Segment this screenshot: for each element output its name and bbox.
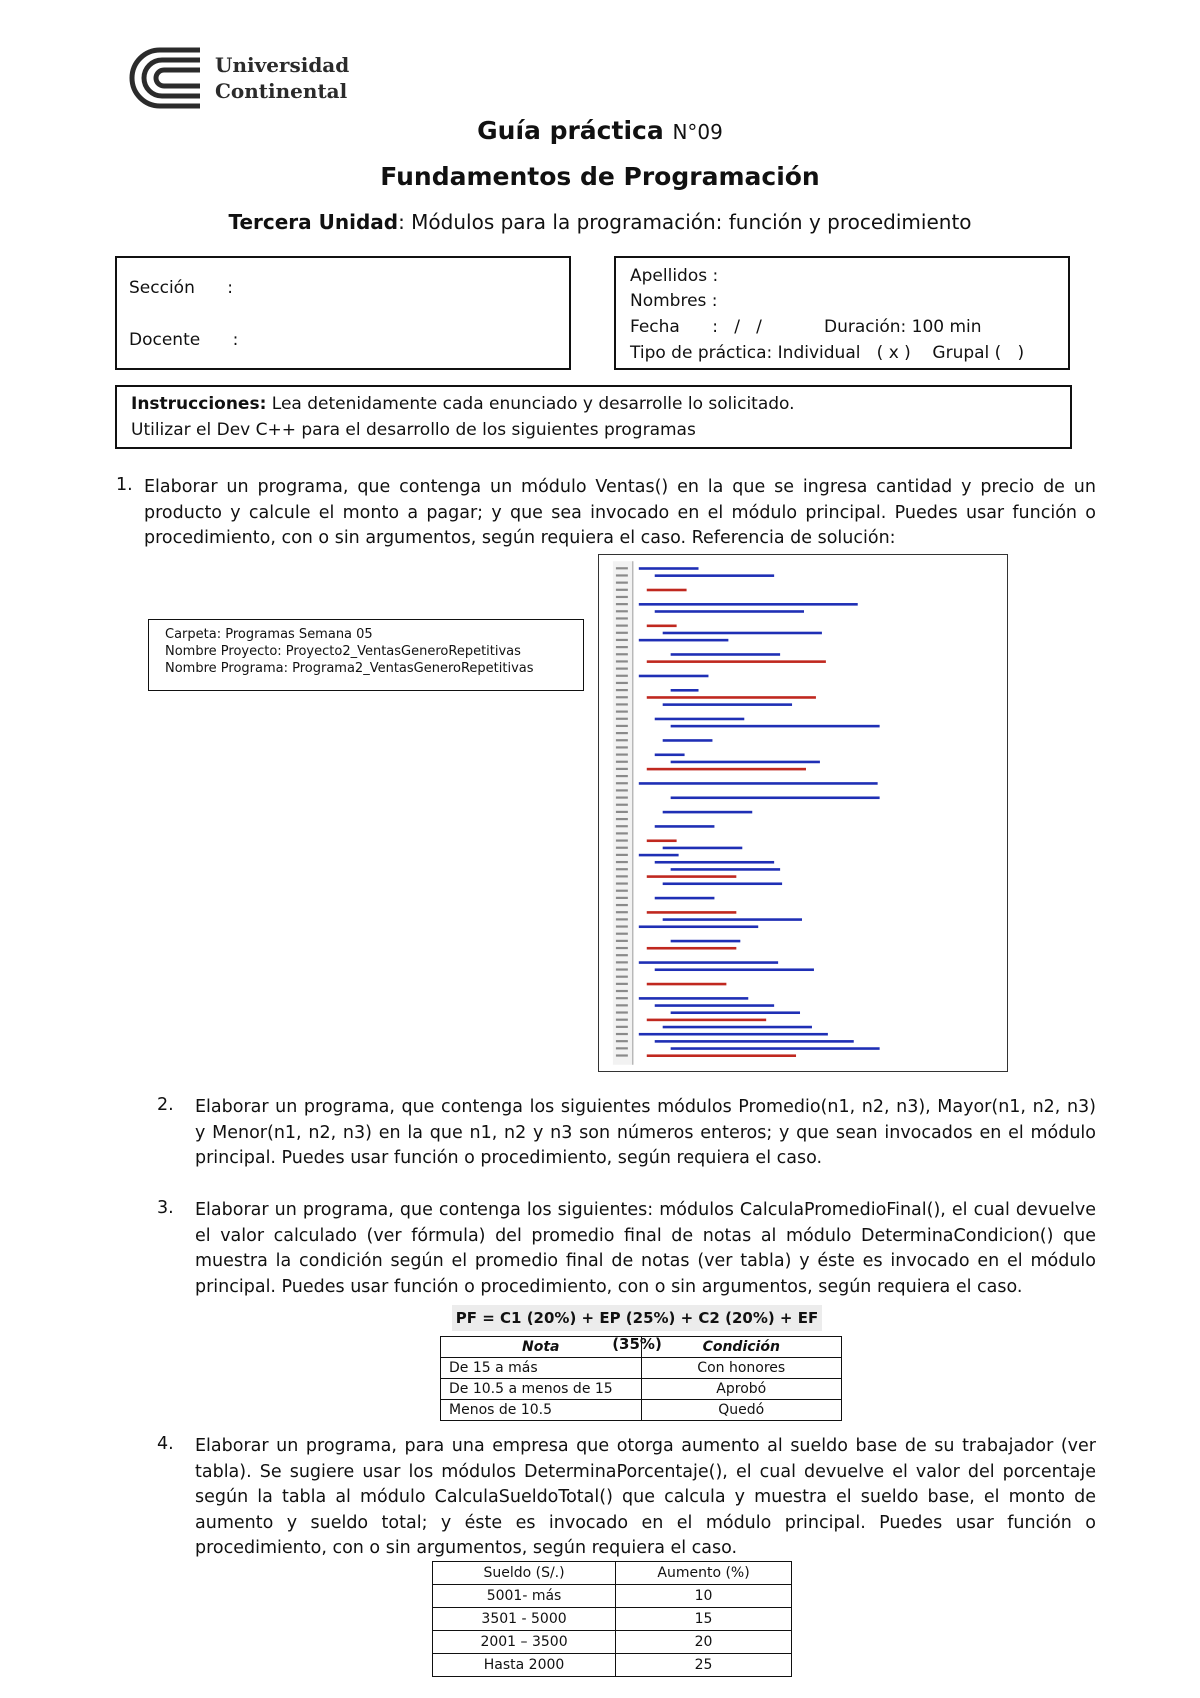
code-line-number xyxy=(616,961,628,963)
student-info-box xyxy=(614,256,1070,370)
code-line-number xyxy=(616,911,628,913)
code-line-number xyxy=(616,703,628,705)
guide-number: N°09 xyxy=(672,120,723,144)
code-line-number xyxy=(616,875,628,877)
code-line-number xyxy=(616,804,628,806)
instructions-text1: Lea detenidamente cada enunciado y desarrolle lo solicitado. xyxy=(266,394,795,414)
exercise-2-text: Elaborar un programa, que contenga los siguientes módulos Promedio(n1, n2, n3), Mayor(n1, n2, n3) y Menor(n1, n2, n3) en la que n1, n2 y n3 son números enteros; y que sean invocados en el módulo principal. Puedes usar función o procedimiento, según requiera el caso. xyxy=(195,1097,1096,1168)
grades-header-note: Nota xyxy=(441,1337,642,1358)
code-line xyxy=(663,632,822,635)
code-line-number xyxy=(616,761,628,763)
code-line-number xyxy=(616,997,628,999)
code-line xyxy=(663,1026,812,1029)
table-row xyxy=(441,1400,842,1421)
code-line xyxy=(655,1004,774,1007)
code-line xyxy=(663,703,792,706)
code-line xyxy=(647,1019,766,1022)
code-line-number xyxy=(616,1040,628,1042)
code-line-number xyxy=(616,811,628,813)
grades-cell: De 15 a más xyxy=(441,1358,642,1379)
grades-header-condition: Condición xyxy=(641,1337,842,1358)
exercise-1-number: 1. xyxy=(116,475,133,495)
code-line-number xyxy=(616,854,628,856)
code-line xyxy=(639,782,878,785)
reference-project: Nombre Proyecto: Proyecto2_VentasGeneroRepetitivas xyxy=(165,644,521,659)
code-line-number xyxy=(616,918,628,920)
code-line xyxy=(663,918,802,921)
salary-header-row xyxy=(433,1562,792,1585)
code-line xyxy=(671,940,741,943)
course-title: Fundamentos de Programación xyxy=(380,162,820,191)
code-line-number xyxy=(616,646,628,648)
formula-box: PF = C1 (20%) + EP (25%) + C2 (20%) + EF (35%) xyxy=(452,1305,822,1331)
code-line-number xyxy=(616,1033,628,1035)
code-line-number xyxy=(616,1047,628,1049)
section-label: Sección : xyxy=(129,278,233,298)
code-line xyxy=(655,753,685,756)
code-line xyxy=(655,610,804,613)
code-line xyxy=(639,1033,828,1036)
section-teacher-box xyxy=(115,256,571,370)
salary-cell: 2001 – 3500 xyxy=(433,1631,616,1654)
code-line-number xyxy=(616,933,628,935)
salary-cell: 25 xyxy=(616,1654,792,1677)
instructions-box xyxy=(115,385,1072,449)
code-line-number xyxy=(616,904,628,906)
reference-program: Nombre Programa: Programa2_VentasGeneroRepetitivas xyxy=(165,661,534,676)
code-line xyxy=(671,689,699,692)
exercise-3-number: 3. xyxy=(157,1198,174,1218)
code-line xyxy=(671,761,820,764)
practice-type-label: Tipo de práctica: Individual ( x ) Grupal ( ) xyxy=(630,343,1025,363)
table-row xyxy=(441,1358,842,1379)
code-line-number xyxy=(616,839,628,841)
code-line xyxy=(647,589,687,592)
code-line-number xyxy=(616,832,628,834)
code-line xyxy=(639,854,679,857)
code-line-number xyxy=(616,789,628,791)
code-line xyxy=(663,739,713,742)
code-line-number xyxy=(616,718,628,720)
table-row xyxy=(433,1608,792,1631)
unit-text: : Módulos para la programación: función y procedimiento xyxy=(398,210,972,234)
code-line-number xyxy=(616,1019,628,1021)
code-line-number xyxy=(616,625,628,627)
code-line xyxy=(655,825,715,828)
code-line xyxy=(639,603,858,606)
table-row xyxy=(433,1631,792,1654)
salary-cell: 20 xyxy=(616,1631,792,1654)
code-line-number xyxy=(616,925,628,927)
code-line-number xyxy=(616,639,628,641)
code-line-number xyxy=(616,976,628,978)
code-line-number xyxy=(616,689,628,691)
code-line xyxy=(671,725,880,728)
code-line-number xyxy=(616,732,628,734)
grades-cell: Menos de 10.5 xyxy=(441,1400,642,1421)
code-line xyxy=(663,882,782,885)
unit-label: Tercera Unidad xyxy=(228,210,399,234)
table-row xyxy=(433,1585,792,1608)
code-line xyxy=(671,1011,800,1014)
code-line-number xyxy=(616,596,628,598)
code-line-number xyxy=(616,711,628,713)
code-line xyxy=(647,839,677,842)
code-line xyxy=(647,983,727,986)
names-label: Nombres : xyxy=(630,291,718,311)
grades-header-row xyxy=(441,1337,842,1358)
code-line-number xyxy=(616,1054,628,1056)
code-line-number xyxy=(616,610,628,612)
table-row xyxy=(433,1654,792,1677)
salary-header-raise: Aumento (%) xyxy=(616,1562,792,1585)
guide-title xyxy=(0,116,1200,145)
code-line-number xyxy=(616,603,628,605)
salary-table xyxy=(432,1561,792,1677)
code-line-number xyxy=(616,954,628,956)
code-line xyxy=(655,861,774,864)
exercise-4-text: Elaborar un programa, para una empresa que otorga aumento al sueldo base de su trabajador (ver tabla). Se sugiere usar los módulos DeterminaPorcentaje(), el cual devuelve el valor del porcentaje según la tabla al módulo CalculaSueldoTotal() que calcula y muestra el sueldo base, el monto de aumento y sueldo total; y éste es invocado en el módulo principal. Puedes usar función o procedimiento, con o sin argumentos, según requiera el caso. xyxy=(195,1436,1096,1558)
code-line xyxy=(655,1040,854,1043)
exercise-1-text: Elaborar un programa, que contenga un módulo Ventas() en la que se ingresa cantidad y precio de un producto y calcule el monto a pagar; y que sea invocado en el módulo principal. Puedes usar función o procedimiento, con o sin argumentos, según requiera el caso. Referencia de solución: xyxy=(144,477,1096,548)
code-line-number xyxy=(616,782,628,784)
code-line-number xyxy=(616,753,628,755)
code-line xyxy=(647,660,826,663)
code-line-number xyxy=(616,818,628,820)
exercise-2-number: 2. xyxy=(157,1095,174,1115)
code-line-number xyxy=(616,574,628,576)
code-line-number xyxy=(616,1004,628,1006)
code-line xyxy=(639,675,709,678)
code-line xyxy=(647,768,806,771)
code-line xyxy=(671,1047,880,1050)
exercise-4-number: 4. xyxy=(157,1434,174,1454)
salary-cell: 10 xyxy=(616,1585,792,1608)
unit-subtitle xyxy=(0,210,1200,234)
code-line-number xyxy=(616,983,628,985)
code-line xyxy=(639,567,699,570)
code-line xyxy=(655,574,774,577)
code-line-number xyxy=(616,725,628,727)
code-line-number xyxy=(616,589,628,591)
code-line-number xyxy=(616,768,628,770)
grades-cell: Con honores xyxy=(641,1358,842,1379)
surnames-label: Apellidos : xyxy=(630,266,719,286)
code-line-number xyxy=(616,682,628,684)
code-line xyxy=(671,796,880,799)
code-line xyxy=(671,653,780,656)
code-line xyxy=(655,897,715,900)
code-line-number xyxy=(616,1011,628,1013)
salary-cell: 15 xyxy=(616,1608,792,1631)
code-line xyxy=(655,968,814,971)
code-line-number xyxy=(616,796,628,798)
code-line xyxy=(647,625,677,628)
code-line xyxy=(639,639,729,642)
code-line xyxy=(655,718,745,721)
reference-folder: Carpeta: Programas Semana 05 xyxy=(165,627,373,642)
date-label: Fecha : / / xyxy=(630,317,762,337)
code-line xyxy=(671,868,780,871)
code-line-number xyxy=(616,1026,628,1028)
exercise-3-text: Elaborar un programa, que contenga los siguientes: módulos CalculaPromedioFinal(), el cual devuelve el valor calculado (ver fórmula) del promedio final de notas al módulo DeterminaCondicion() que muestra la condición según el promedio final de notas (ver tabla) y éste es invocado en el módulo principal. Puedes usar función o procedimiento, con o sin argumentos, según requiera el caso. xyxy=(195,1200,1096,1297)
code-line-number xyxy=(616,890,628,892)
code-line xyxy=(663,811,753,814)
university-name xyxy=(215,52,349,104)
code-line-number xyxy=(616,897,628,899)
salary-cell: Hasta 2000 xyxy=(433,1654,616,1677)
code-line-number xyxy=(616,990,628,992)
code-line-number xyxy=(616,567,628,569)
code-line-number xyxy=(616,582,628,584)
code-line-number xyxy=(616,653,628,655)
university-line2: Continental xyxy=(215,79,348,103)
table-row xyxy=(441,1379,842,1400)
grades-cell: De 10.5 a menos de 15 xyxy=(441,1379,642,1400)
teacher-label: Docente : xyxy=(129,330,239,350)
code-line xyxy=(639,925,758,928)
code-line-number xyxy=(616,668,628,670)
duration-label: Duración: 100 min xyxy=(824,317,982,337)
code-line xyxy=(647,875,737,878)
instructions-line2: Utilizar el Dev C++ para el desarrollo de los siguientes programas xyxy=(131,420,696,440)
code-line-number xyxy=(616,940,628,942)
guide-title-text: Guía práctica xyxy=(477,116,664,145)
code-line-number xyxy=(616,825,628,827)
reference-box xyxy=(148,619,584,691)
code-line-number xyxy=(616,968,628,970)
code-line xyxy=(647,947,737,950)
code-line xyxy=(647,911,737,914)
grades-table xyxy=(440,1336,842,1421)
code-line xyxy=(639,997,748,1000)
salary-cell: 5001- más xyxy=(433,1585,616,1608)
code-line-number xyxy=(616,882,628,884)
code-line-number xyxy=(616,775,628,777)
code-line-number xyxy=(616,947,628,949)
code-line-number xyxy=(616,868,628,870)
code-line-number xyxy=(616,696,628,698)
salary-header-range: Sueldo (S/.) xyxy=(433,1562,616,1585)
code-screenshot-image xyxy=(598,554,1008,1072)
grades-cell: Quedó xyxy=(641,1400,842,1421)
code-line-number xyxy=(616,739,628,741)
code-line-number xyxy=(616,675,628,677)
code-line xyxy=(663,847,743,850)
university-line1: Universidad xyxy=(215,53,350,77)
code-line-number xyxy=(616,746,628,748)
code-line xyxy=(639,961,778,964)
code-line xyxy=(647,1054,796,1057)
salary-cell: 3501 - 5000 xyxy=(433,1608,616,1631)
code-line-number xyxy=(616,660,628,662)
code-line-number xyxy=(616,617,628,619)
code-line-number xyxy=(616,861,628,863)
instructions-line1 xyxy=(131,394,795,414)
code-line-number xyxy=(616,847,628,849)
code-line-number xyxy=(616,632,628,634)
code-line xyxy=(647,696,816,699)
instructions-label: Instrucciones: xyxy=(131,394,267,414)
grades-cell: Aprobó xyxy=(641,1379,842,1400)
